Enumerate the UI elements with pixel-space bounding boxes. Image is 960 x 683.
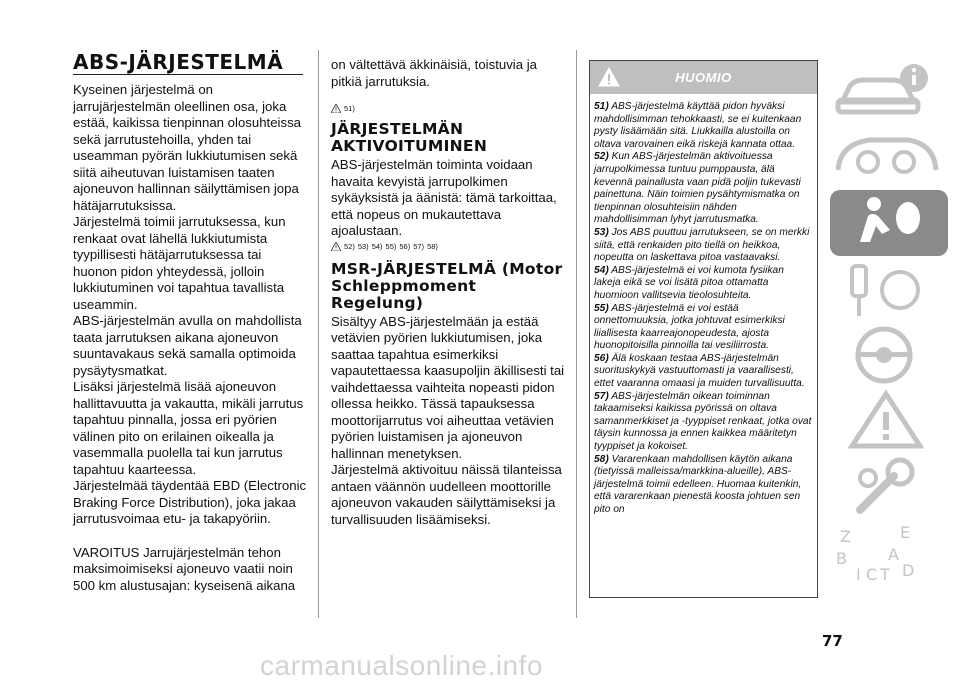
warning-item	[594, 353, 813, 391]
index-letter: D	[902, 561, 915, 580]
index-letter: C	[866, 565, 878, 584]
paragraph: Lisäksi järjestelmä lisää ajoneuvon hallittavuutta ja vakautta, mikäli jarrutus tapahtuu pinnalla, jossa eri pyörien välinen pito on erilainen oikealla ja vasemmalla puolella tai kun jarrutus tapahtuu kaarteessa.	[73, 379, 304, 477]
warning-item-number: 54)	[594, 264, 609, 276]
index-letter: Z	[840, 527, 851, 546]
alphabet-index-icon[interactable]	[830, 520, 948, 586]
warning-triangle-icon	[331, 104, 341, 113]
index-letter: T	[880, 565, 890, 584]
warning-references	[331, 242, 566, 251]
reference-number: 51)	[344, 104, 355, 113]
car-info-icon[interactable]	[830, 58, 948, 124]
warning-item-text: ABS-järjestelmän oikean toiminnan takaamiseksi kaikissa pyörissä on oltava samanmerkkiset ja -tyyppiset renkaat, jotka ovat täysin kunnossa ja ennen kaikkea määritetyn tyyppiset ja kokoiset.	[594, 390, 812, 453]
paragraph: on vältettävä äkkinäisiä, toistuvia ja pitkiä jarrutuksia.	[331, 57, 537, 89]
warning-item	[594, 101, 813, 151]
section-title-abs: ABS-JÄRJESTELMÄ	[73, 50, 284, 74]
column-divider	[318, 50, 319, 618]
warning-item-text: Vararenkaan mahdollisen käytön aikana (tietyissä malleissa/markkina-alueille), ABS-järjestelmä toimii edelleen. Huomaa kuitenkin, että vararenkaan pienestä koosta johtuen sen pito on	[594, 453, 802, 515]
column-divider	[576, 50, 577, 618]
warning-item	[594, 391, 813, 454]
warning-item-text: ABS-järjestelmä ei voi kumota fysiikan lakeja eikä se voi lisätä pitoa ottamatta huomioon vallitsevia tieolosuhteita.	[594, 264, 784, 301]
reference-number: 56)	[399, 241, 411, 251]
warning-triangle-icon[interactable]	[830, 388, 948, 454]
reference-number: 58)	[427, 241, 438, 251]
warning-list	[590, 94, 817, 517]
reference-number: 53)	[357, 241, 369, 251]
paragraph: Järjestelmää täydentää EBD (Electronic Braking Force Distribution), joka jakaa jarrutusvoimaa etu- ja takapyöriin.	[73, 478, 307, 526]
paragraph: ABS-järjestelmän toiminta voidaan havaita kevyistä jarrupolkimen sykäyksistä ja äänistä: tämä tarkoittaa, että nopeus on mukautettava ajoalustaan.	[331, 157, 557, 238]
reference-number: 54)	[371, 241, 383, 251]
warning-item-number: 58)	[594, 453, 609, 465]
title-underline	[73, 74, 303, 75]
column-2	[331, 57, 566, 528]
warning-item-number: 51)	[594, 101, 609, 112]
warning-item-text: Älä koskaan testaa ABS-järjestelmän suorituskykyä vastuuttomasti ja vaarallisesti, ettet vaaranna omaasi ja muiden turvallisuutta.	[594, 352, 805, 390]
paragraph: Sisältyy ABS-järjestelmään ja estää vetävien pyörien lukkiutumisen, joka saattaa tapahtua esimerkiksi vapautettaessa kaasupoljin äkillisesti tai vaihdettaessa vaihteita nopeasti pidon ollessa heikko. Tässä tapauksessa moottorijarrutus voi aiheuttaa vetävien pyörien luistamisen ja ajoneuvon hallinnan menetyksen.	[331, 313, 565, 461]
column-1	[73, 82, 308, 594]
warning-triangle-icon	[331, 242, 341, 251]
warning-item-number: 57)	[594, 390, 609, 402]
index-letter: B	[836, 549, 847, 568]
paragraph: Kyseinen järjestelmä on jarrujärjestelmän oleellinen osa, joka estää, kaikissa tienpinnan olosuhteissa sekä jarrutustehoilla, yhden tai useamman pyörän lukkiutumisen sekä siitä aiheutuvan luistamisen taaten ajoneuvon hallinnan säilyttämisen jopa hätäjarrutuksissa.	[73, 82, 301, 213]
airbag-person-icon[interactable]	[830, 190, 948, 256]
warning-item-number: 52)	[594, 151, 609, 163]
reference-number: 52)	[344, 241, 355, 251]
warning-item-text: ABS-järjestelmä käyttää pidon hyväksi mahdollisimman tehokkaasti, se ei kuitenkaan pysty lisäämään sitä. Liukkailla alustoilla on oltava varovainen eikä riskejä kannata ottaa.	[594, 101, 802, 150]
warning-item-text: Jos ABS puuttuu jarrutukseen, se on merkki siitä, että renkaiden pito tiellä on heikkoa, nopeutta on laskettava pitoa vastaavaksi.	[594, 226, 810, 264]
warning-item	[594, 265, 813, 303]
car-dashboard-icon[interactable]	[830, 124, 948, 190]
watermark: carmanualsonline.info	[260, 650, 543, 681]
warning-item-number: 55)	[594, 302, 609, 314]
section-heading-activation: JÄRJESTELMÄN AKTIVOITUMINEN	[331, 120, 488, 155]
warning-item-text: Kun ABS-järjestelmän aktivoituessa jarrupolkimessa tuntuu pumppausta, älä kevennä painallusta vaan pidä poljin tukevasti painettuna. Näin toimien pysähtymismatka on tienpinnan olosuhteisiin nähden mahdollisimman lyhyt jarrutusmatka.	[594, 151, 801, 226]
warning-item-text: ABS-järjestelmä ei voi estää onnettomuuksia, jotka johtuvat esimerkiksi liiallisesta kaarreajonopeudesta, ajosta huonopitoisilla pinnoilla tai vesiliirrosta.	[594, 302, 785, 352]
reference-number: 57)	[413, 241, 425, 251]
warning-item	[594, 151, 813, 227]
key-icon[interactable]	[830, 256, 948, 322]
paragraph: Järjestelmä aktivoituu näissä tilanteissa antaen väännön uudelleen moottorille ajoneuvon vakauden säilyttämiseksi ja turvallisuuden lisäämiseksi.	[331, 462, 562, 527]
index-letter: I	[856, 565, 861, 584]
steering-wheel-icon[interactable]	[830, 322, 948, 388]
reference-number: 55)	[385, 241, 397, 251]
warning-reference	[331, 104, 566, 113]
warning-label: HUOMIO	[675, 70, 732, 85]
warning-header	[590, 61, 817, 94]
warning-item	[594, 227, 813, 265]
warning-box	[589, 60, 818, 598]
index-letter: E	[900, 523, 911, 542]
warning-item-number: 56)	[594, 352, 609, 364]
warning-item	[594, 454, 813, 517]
section-heading-msr: MSR-JÄRJESTELMÄ (Motor Schleppmoment Regelung)	[331, 259, 563, 312]
paragraph-warning-note: VAROITUS Jarrujärjestelmän tehon maksimoimiseksi ajoneuvo vaatii noin 500 km alustusajan: kyseisenä aikana	[73, 544, 296, 593]
paragraph: Järjestelmä toimii jarrutuksessa, kun renkaat ovat lähellä lukkiutumista tyypillisesti hätäjarrutuksessa tai huonon pidon yhteydessä, jolloin lukkiutuminen voi tapahtua tavallista useammin.	[73, 214, 286, 312]
page-number: 77	[822, 632, 843, 650]
warning-item	[594, 303, 813, 353]
paragraph: ABS-järjestelmän avulla on mahdollista taata jarrutuksen aikana ajoneuvon suuntavakaus sekä samalla optimoida pysäytysmatkat.	[73, 313, 302, 378]
index-letter: A	[888, 545, 899, 564]
warning-item-number: 53)	[594, 226, 609, 238]
wrench-icon[interactable]	[830, 454, 948, 520]
